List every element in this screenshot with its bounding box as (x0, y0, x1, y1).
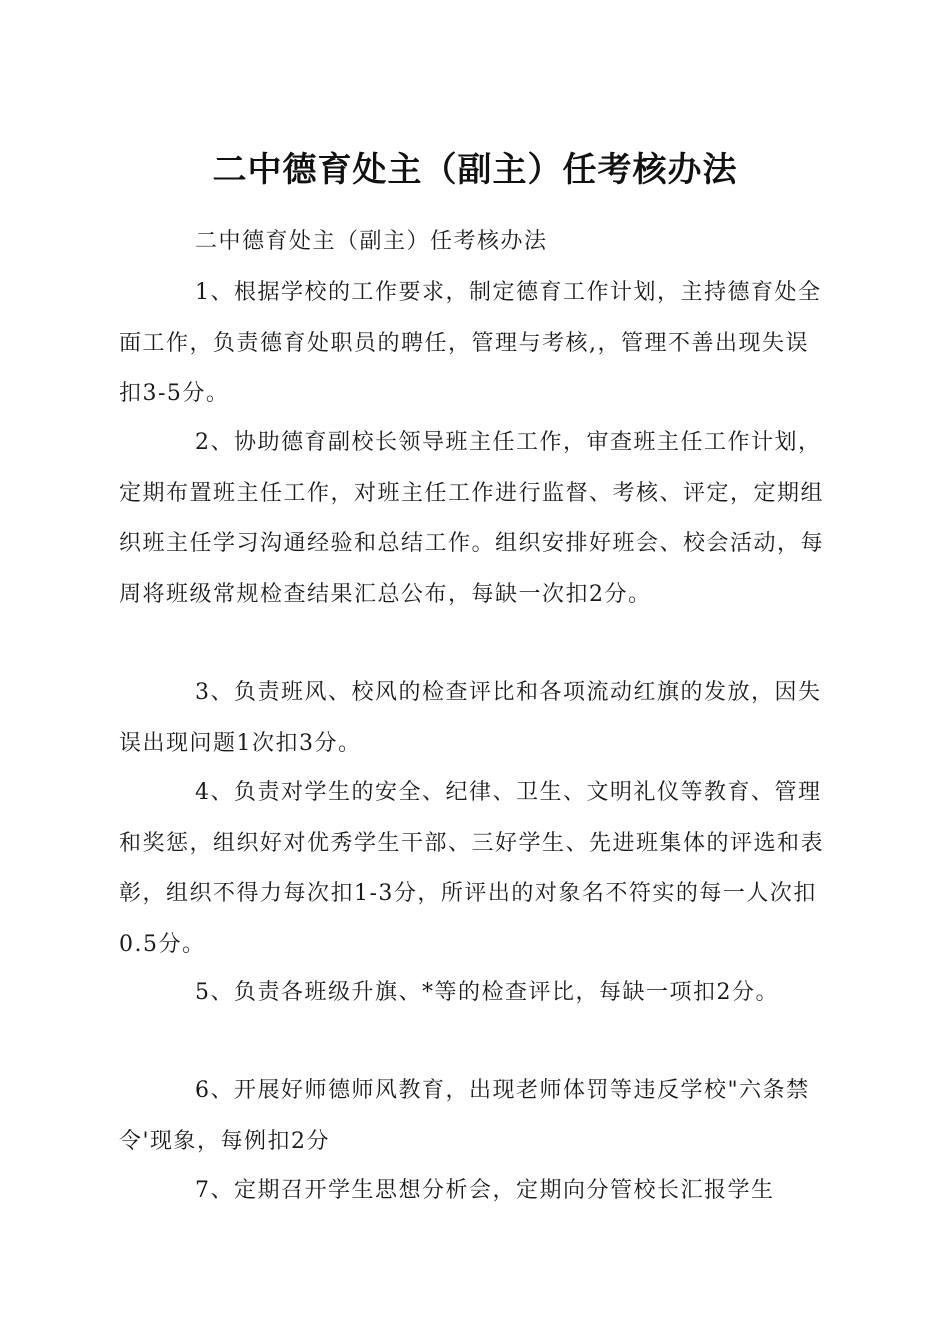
paragraph-1: 1、根据学校的工作要求，制定德育工作计划，主持德育处全面工作，负责德育处职员的聘任，管理与考核,，管理不善出现失误扣3-5分。 (119, 280, 822, 406)
paragraph-2: 2、协助德育副校长领导班主任工作，审查班主任工作计划，定期布置班主任工作，对班主任工作进行监督、考核、评定，定期组织班主任学习沟通经验和总结工作。组织安排好班会、校会活动，每周将班级常规检查结果汇总公布，每缺一次扣2分。 (119, 430, 825, 607)
paragraph-4: 4、负责对学生的安全、纪律、卫生、文明礼仪等教育、管理和奖惩，组织好对优秀学生干部、三好学生、先进班集体的评选和表彰，组织不得力每次扣1-3分，所评出的对象名不符实的每一人次扣0.5分。 (119, 780, 825, 957)
document-title: 二中德育处主（副主）任考核办法 (212, 150, 738, 190)
document-subtitle: 二中德育处主（副主）任考核办法 (195, 229, 548, 254)
paragraph-5: 5、负责各班级升旗、*等的检查评比，每缺一项扣2分。 (195, 980, 779, 1005)
paragraph-3: 3、负责班风、校风的检查评比和各项流动红旗的发放，因失误出现问题1次扣3分。 (119, 680, 822, 756)
paragraph-6: 6、开展好师德师风教育，出现老师体罚等违反学校"六条禁令'现象，每例扣2分 (119, 1078, 810, 1154)
paragraph-7: 7、定期召开学生思想分析会，定期向分管校长汇报学生 (195, 1178, 775, 1203)
